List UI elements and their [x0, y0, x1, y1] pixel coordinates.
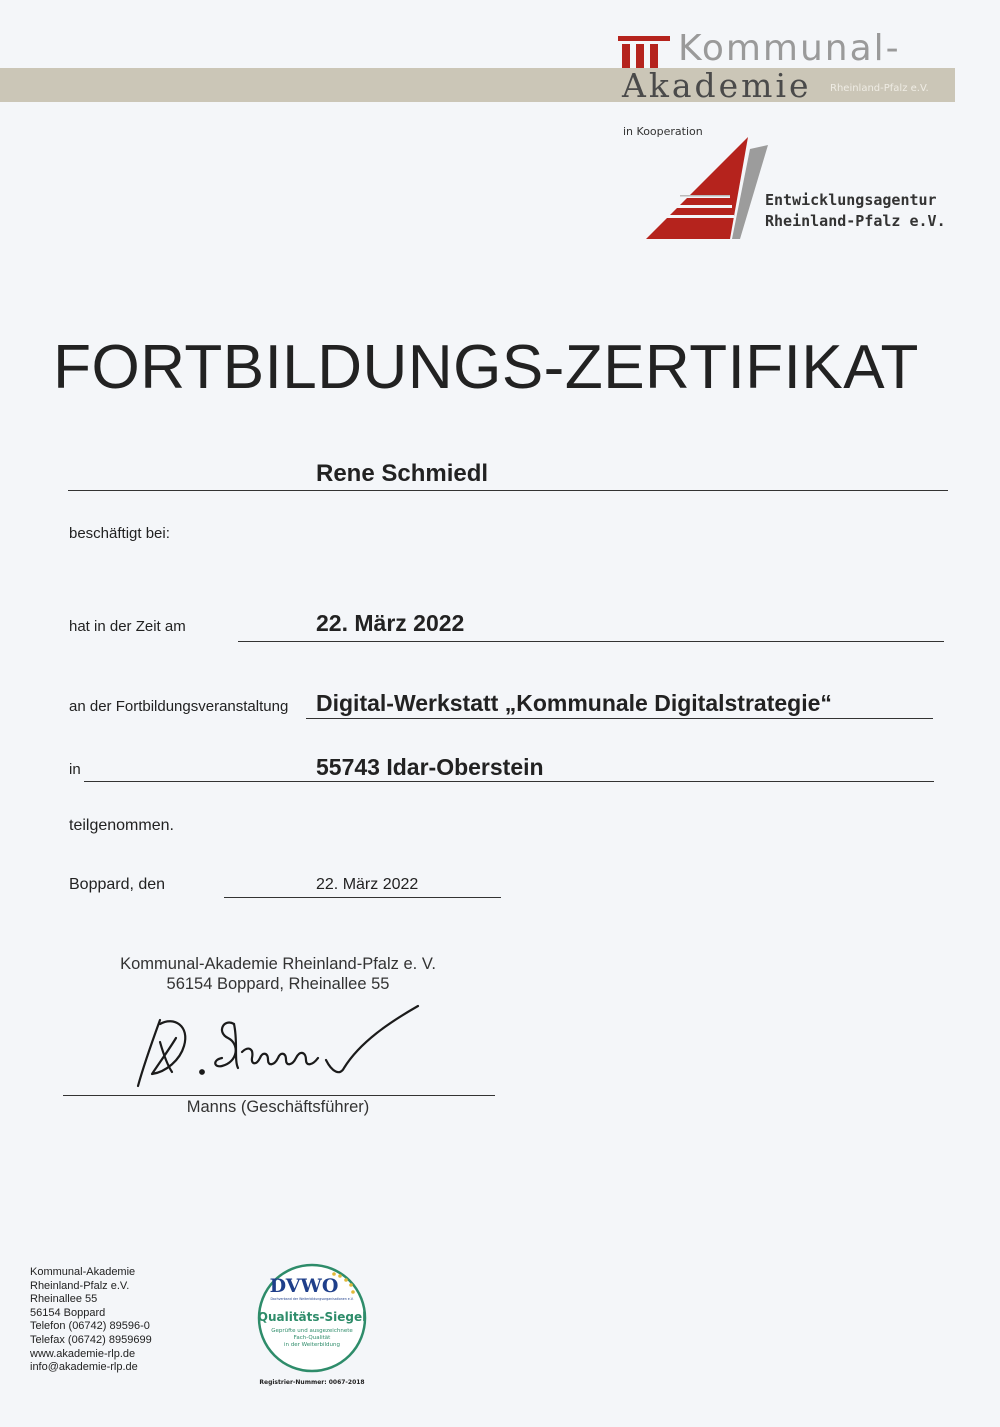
footer-line: Rheinland-Pfalz e.V.: [30, 1279, 130, 1292]
issuer-address: 56154 Boppard, Rheinallee 55: [166, 975, 390, 993]
pillars-icon: [618, 36, 670, 68]
participant-name: Rene Schmiedl: [316, 460, 489, 487]
date-underline: [224, 897, 501, 898]
logo-kommunal-text: Kommunal-: [678, 28, 901, 69]
footer-email: info@akademie-rlp.de: [30, 1361, 138, 1374]
entwicklungsagentur-logo-icon: [640, 135, 770, 245]
partner-line-2: Rheinland-Pfalz e.V.: [765, 212, 946, 230]
partner-name: [765, 190, 946, 232]
footer-contact: [30, 1266, 152, 1375]
issue-date: 22. März 2022: [316, 876, 419, 893]
footer-website: www.akademie-rlp.de: [30, 1347, 136, 1360]
participated-text: teilgenommen.: [69, 817, 174, 834]
signature-icon: [130, 1002, 430, 1094]
footer-phone: Telefon (06742) 89596-0: [30, 1320, 150, 1333]
signature-line: [63, 1095, 495, 1096]
place-underline: [84, 781, 934, 782]
partner-line-1: Entwicklungsagentur: [765, 191, 937, 209]
cooperation-label: in Kooperation: [623, 125, 703, 138]
seal-tagline-2: Fach-Qualität: [293, 1335, 331, 1341]
period-underline: [238, 641, 944, 642]
place-label: in: [69, 761, 81, 778]
certificate-title: FORTBILDUNGS-ZERTIFIKAT: [53, 333, 919, 402]
footer-fax: Telefax (06742) 8959699: [30, 1333, 152, 1346]
seal-register: Registrier-Nummer: 0067-2018: [259, 1379, 365, 1386]
period-value: 22. März 2022: [316, 610, 465, 636]
name-underline: [68, 490, 948, 491]
footer-line: 56154 Boppard: [30, 1306, 106, 1319]
logo-rlp-text: Rheinland-Pfalz e.V.: [830, 83, 929, 94]
seal-brand: DVWO: [269, 1275, 339, 1297]
place-value: 55743 Idar-Oberstein: [316, 754, 544, 780]
city-label: Boppard, den: [69, 876, 166, 893]
footer-line: Rheinallee 55: [30, 1293, 98, 1306]
footer-line: Kommunal-Akademie: [30, 1266, 136, 1278]
issuer-name: Kommunal-Akademie Rheinland-Pfalz e. V.: [120, 955, 436, 973]
event-label: an der Fortbildungsveranstaltung: [69, 698, 289, 715]
event-underline: [306, 718, 933, 719]
seal-name: Qualitäts-Siegel: [257, 1310, 367, 1324]
employed-label: beschäftigt bei:: [69, 525, 170, 542]
quality-seal: [254, 1262, 370, 1390]
event-value: Digital-Werkstatt „Kommunale Digitalstrategie“: [316, 690, 832, 716]
seal-tagline-1: Geprüfte und ausgezeichnete: [271, 1328, 353, 1334]
kommunal-akademie-logo: [618, 30, 958, 110]
seal-subtitle: Dachverband der Weiterbildungsorganisationen e.V.: [270, 1297, 354, 1301]
seal-tagline-3: in der Weiterbildung: [284, 1342, 340, 1348]
logo-akademie-text: Akademie: [622, 66, 812, 105]
signer-name: Manns (Geschäftsführer): [186, 1098, 370, 1116]
period-label: hat in der Zeit am: [69, 618, 186, 635]
